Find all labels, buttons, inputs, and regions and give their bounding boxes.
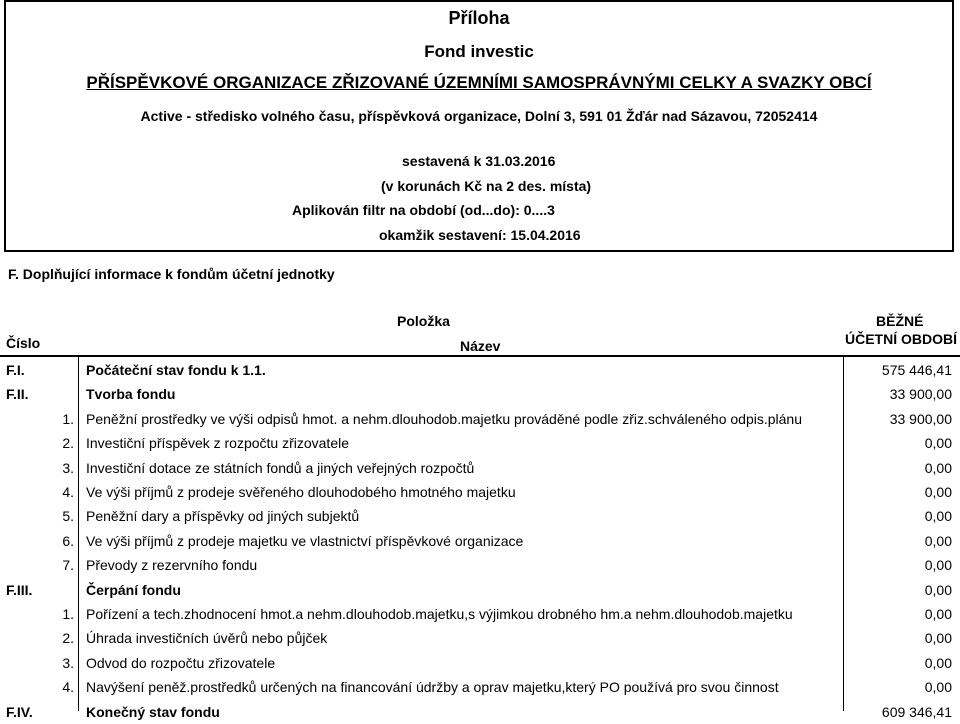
row-value: 0,00: [924, 484, 952, 500]
table-row: [0, 578, 960, 602]
section-title: F. Doplňující informace k fondům účetní jednotky: [8, 266, 335, 282]
row-value: 0,00: [924, 654, 952, 671]
row-name: Peněžní dary a příspěvky od jiných subjektů: [86, 508, 360, 525]
row-value: 609 346,41: [881, 703, 952, 720]
table-row: [0, 358, 960, 382]
row-code: F.I.: [6, 362, 25, 378]
row-value: 33 900,00: [889, 386, 952, 403]
column-header-nazev: Název: [460, 338, 501, 354]
table-row: [0, 504, 960, 528]
table-row: [0, 700, 960, 724]
row-number: 3.: [62, 459, 74, 476]
currency-units: (v korunách Kč na 2 des. místa): [381, 178, 592, 194]
row-name: Odvod do rozpočtu zřizovatele: [86, 654, 276, 671]
table-row: [0, 480, 960, 504]
org-type: PŘÍSPĚVKOVÉ ORGANIZACE ZŘIZOVANÉ ÚZEMNÍMI SAMOSPRÁVNÝMI CELKY A SVAZKY OBCÍ: [86, 73, 872, 92]
column-header-polozka: Položka: [397, 313, 450, 329]
table-row: [0, 626, 960, 650]
row-name: Úhrada investičních úvěrů nebo půjček: [86, 630, 328, 647]
row-number: 1.: [62, 606, 74, 622]
row-value: 0,00: [924, 557, 952, 574]
row-number: 3.: [62, 654, 74, 671]
row-value: 0,00: [924, 532, 952, 549]
table-row: [0, 382, 960, 406]
row-number: 4.: [62, 484, 74, 500]
row-name: Čerpání fondu: [86, 581, 181, 598]
compiled-date: sestavená k 31.03.2016: [402, 153, 556, 169]
report-header-box: [4, 0, 954, 252]
table-row: [0, 431, 960, 455]
row-name: Navýšení peněž.prostředků určených na financování údržby a oprav majetku,který PO používá pro svou činnost: [86, 679, 779, 696]
row-value: 0,00: [924, 581, 952, 598]
table-row: [0, 529, 960, 553]
column-header-obdobi: ÚČETNÍ OBDOBÍ: [845, 331, 957, 347]
row-code: F.IV.: [6, 703, 33, 720]
header-divider: [0, 355, 960, 357]
row-number: 2.: [62, 630, 74, 647]
row-code: F.II.: [6, 386, 29, 403]
row-value: 0,00: [924, 679, 952, 696]
table-row: [0, 651, 960, 675]
row-number: 6.: [62, 532, 74, 549]
page-subtitle: Fond investic: [424, 42, 534, 61]
row-name: Peněžní prostředky ve výši odpisů hmot. a nehm.dlouhodob.majetku prováděné podle zřiz.schváleného odpis.plánu: [86, 410, 802, 427]
row-name: Tvorba fondu: [86, 386, 176, 403]
row-number: 1.: [62, 410, 74, 427]
column-header-bezne: BĚŽNÉ: [876, 313, 924, 329]
table-row: [0, 553, 960, 577]
table-row: [0, 407, 960, 431]
row-name: Konečný stav fondu: [86, 703, 220, 720]
row-value: 0,00: [924, 606, 952, 622]
row-value: 33 900,00: [889, 410, 952, 427]
row-value: 0,00: [924, 459, 952, 476]
row-name: Ve výši příjmů z prodeje svěřeného dlouhodobého hmotného majetku: [86, 484, 516, 500]
row-number: 5.: [62, 508, 74, 525]
row-value: 0,00: [924, 630, 952, 647]
row-number: 4.: [62, 679, 74, 696]
page-title: Příloha: [448, 8, 510, 28]
row-name: Investiční dotace ze státních fondů a jiných veřejných rozpočtů: [86, 459, 475, 476]
row-name: Ve výši příjmů z prodeje majetku ve vlastnictví příspěvkové organizace: [86, 532, 524, 549]
period-filter: Aplikován filtr na období (od...do): 0....3: [292, 202, 555, 218]
row-name: Převody z rezervního fondu: [86, 557, 258, 574]
table-row: [0, 675, 960, 699]
row-name: Investiční příspěvek z rozpočtu zřizovatele: [86, 435, 350, 452]
org-name: Active - středisko volného času, příspěvková organizace, Dolní 3, 591 01 Žďár nad Sázavou, 72052414: [140, 108, 818, 124]
table-row: [0, 456, 960, 480]
row-name: Počáteční stav fondu k 1.1.: [86, 362, 266, 378]
row-value: 0,00: [924, 508, 952, 525]
row-name: Pořízení a tech.zhodnocení hmot.a nehm.dlouhodob.majetku,s výjimkou drobného hm.a nehm.dlouhodob.majetku: [86, 606, 793, 622]
row-code: F.III.: [6, 581, 33, 598]
column-header-cislo: Číslo: [6, 335, 41, 351]
row-number: 7.: [62, 557, 74, 574]
table-row: [0, 602, 960, 626]
row-value: 575 446,41: [881, 362, 952, 378]
row-number: 2.: [62, 435, 74, 452]
row-value: 0,00: [924, 435, 952, 452]
compile-moment: okamžik sestavení: 15.04.2016: [379, 227, 581, 243]
